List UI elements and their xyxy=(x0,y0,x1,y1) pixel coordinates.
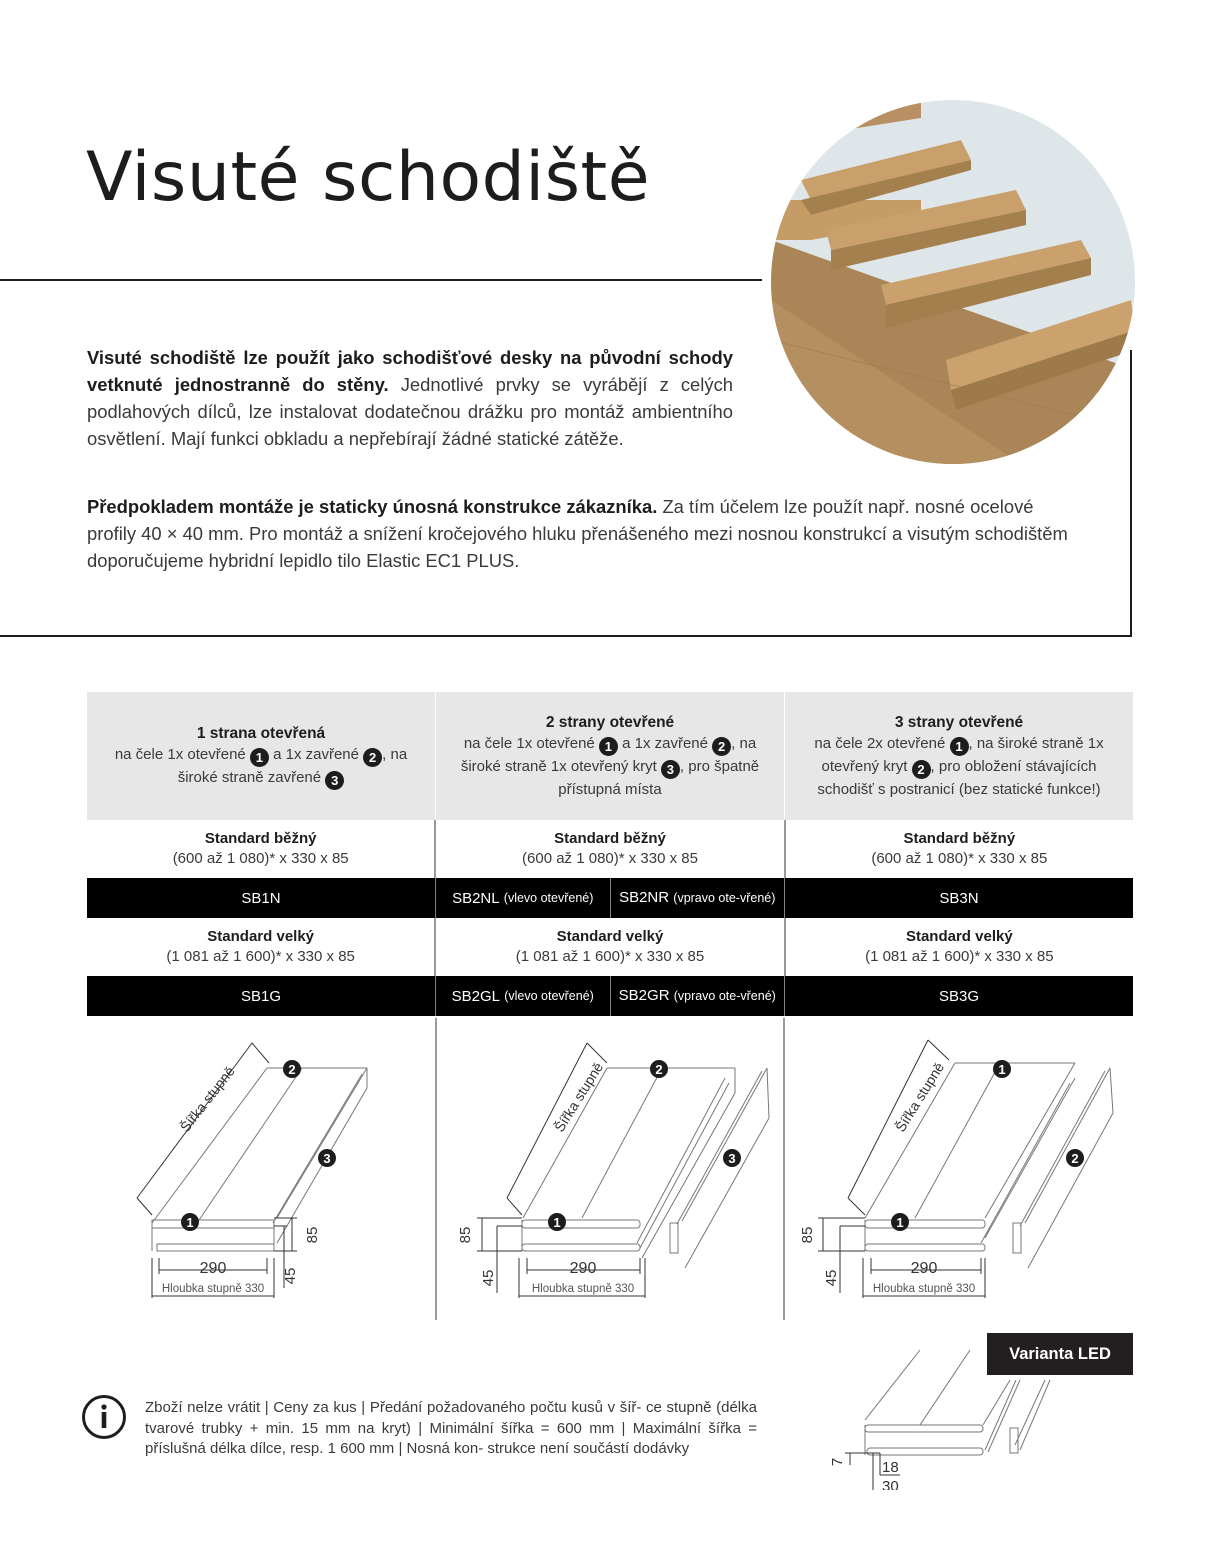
assembly-bold: Předpokladem montáže je staticky únosná konstrukce zákazníka. xyxy=(87,496,658,517)
header-desc xyxy=(105,744,417,790)
code: SB2GR xyxy=(618,987,670,1004)
marker-2-icon xyxy=(1066,1149,1084,1167)
large-cell xyxy=(784,918,1133,976)
size-dims: (1 081 až 1 600)* x 330 x 85 xyxy=(166,948,355,965)
code: SB2GL xyxy=(451,987,501,1005)
marker-3-icon xyxy=(723,1149,741,1167)
code-note: (vlevo otevřené) xyxy=(503,890,594,905)
led-dim-30: 30 xyxy=(882,1478,899,1490)
product-code: SB1G xyxy=(240,987,282,1005)
size-dims: (600 až 1 080)* x 330 x 85 xyxy=(172,850,349,867)
code-note: (vpravo ote-vřené) xyxy=(673,891,776,905)
dim-290: 290 xyxy=(569,1260,597,1277)
marker-1-icon xyxy=(181,1213,199,1231)
size-label: Standard velký xyxy=(556,928,664,945)
product-table xyxy=(87,692,1133,1016)
led-dim-7: 7 xyxy=(829,1457,846,1467)
svg-text:1: 1 xyxy=(896,1215,904,1230)
large-code-row xyxy=(87,976,1133,1016)
table-header-row xyxy=(87,692,1133,820)
marker-1-icon xyxy=(993,1060,1011,1078)
marker-1-icon xyxy=(548,1213,566,1231)
header-cell-1-side xyxy=(87,692,435,820)
dim-85: 85 xyxy=(457,1226,474,1244)
width-label: Šířka stupně xyxy=(176,1063,238,1135)
dim-85: 85 xyxy=(304,1226,321,1244)
header-cell-2-sides xyxy=(435,692,784,820)
marker-2-icon xyxy=(650,1060,668,1078)
dim-45: 45 xyxy=(480,1269,497,1287)
diagram-1-side xyxy=(87,1018,435,1320)
width-label: Šířka stupně xyxy=(891,1059,948,1135)
size-label: Standard velký xyxy=(905,928,1013,945)
marker-1-icon xyxy=(891,1213,909,1231)
standard-cell xyxy=(434,820,783,878)
product-code: SB1N xyxy=(241,889,281,907)
code-note: (vlevo otevřené) xyxy=(504,988,594,1003)
size-dims: (600 až 1 080)* x 330 x 85 xyxy=(522,850,698,867)
led-variant-diagram xyxy=(820,1340,1070,1490)
standard-cell xyxy=(87,820,434,878)
frame-bottom-border xyxy=(0,635,1132,637)
size-dims: (1 081 až 1 600)* x 330 x 85 xyxy=(515,948,705,965)
svg-text:2: 2 xyxy=(655,1062,663,1077)
product-code-right xyxy=(610,878,785,918)
depth-label: Hloubka stupně 330 xyxy=(531,1283,635,1295)
product-code-left xyxy=(436,878,610,918)
marker-3-icon: 3 xyxy=(661,760,680,779)
desc-text: a 1x zavřené xyxy=(268,745,364,763)
info-note: Zboží nelze vrátit | Ceny za kus | Předání požadovaného počtu kusů v šíř- ce stupně (délka tvarové trubky + min. 15 mm na kryt) | Minimální šířka = 600 mm | Maximální šířka = příslušná délka dílce, resp. 1 600 mm | Nosná kon- strukce není součástí dodávky xyxy=(145,1399,757,1457)
size-label: Standard velký xyxy=(207,928,315,945)
product-code-left xyxy=(436,976,610,1016)
svg-text:1: 1 xyxy=(553,1215,561,1230)
depth-label: Hloubka stupně 330 xyxy=(161,1283,265,1295)
led-dim-18: 18 xyxy=(882,1459,899,1476)
desc-text: , pro špatně přístupná místa xyxy=(558,758,760,798)
diagram-area xyxy=(87,1018,1133,1320)
desc-text: na čele 2x otevřené xyxy=(814,735,950,752)
product-code-right xyxy=(610,976,785,1016)
standard-code-row xyxy=(87,878,1133,918)
marker-3-icon xyxy=(318,1149,336,1167)
intro-text: Jednotlivé prvky se vyrábějí z celých podlahových dílců, lze instalovat dodatečnou drážku pro montáž ambientního osvětlení. Mají funkci obkladu a nepřebírají žádné statické zátěže. xyxy=(87,374,733,449)
size-dims: (1 081 až 1 600)* x 330 x 85 xyxy=(865,948,1054,965)
desc-text: , na široké straně zavřené xyxy=(177,745,408,786)
header-desc xyxy=(803,733,1115,800)
desc-text: , pro obložení stávajících schodišť s postranicí (bez statické funkce!) xyxy=(817,758,1101,798)
dim-45: 45 xyxy=(823,1269,840,1287)
size-label: Standard běžný xyxy=(903,830,1016,847)
page-title: Visuté schodiště xyxy=(86,138,651,217)
title-divider xyxy=(0,279,762,281)
intro-bold: Visuté schodiště lze použít jako schodišťové desky na původní schody vetknuté jednostranně do stěny. xyxy=(87,347,733,395)
desc-text: , na široké straně 1x otevřený kryt xyxy=(460,735,757,775)
product-code: SB3G xyxy=(784,976,1133,1016)
stairs-photo xyxy=(771,100,1135,464)
code: SB2NR xyxy=(619,889,670,906)
header-title: 1 strana otevřená xyxy=(196,724,326,742)
desc-text: , na široké straně 1x otevřený kryt xyxy=(821,735,1104,775)
header-title: 3 strany otevřené xyxy=(894,714,1024,731)
desc-text: na čele 1x otevřené xyxy=(463,735,599,752)
dim-85: 85 xyxy=(799,1226,816,1244)
width-label: Šířka stupně xyxy=(550,1059,607,1135)
product-code: SB3N xyxy=(784,878,1133,918)
desc-text: a 1x zavřené xyxy=(617,735,713,752)
marker-2-icon xyxy=(283,1060,301,1078)
marker-1-icon: 1 xyxy=(250,748,269,767)
code-note: (vpravo ote-vřené) xyxy=(673,989,776,1003)
marker-1-icon: 1 xyxy=(599,737,618,756)
header-title: 2 strany otevřené xyxy=(545,714,675,731)
marker-2-icon: 2 xyxy=(712,737,731,756)
large-cell xyxy=(434,918,783,976)
product-code-split xyxy=(435,976,784,1016)
standard-cell xyxy=(784,820,1133,878)
marker-3-icon: 3 xyxy=(325,771,344,790)
frame-right-border xyxy=(1130,350,1132,637)
svg-text:3: 3 xyxy=(728,1151,736,1166)
svg-text:3: 3 xyxy=(323,1151,331,1166)
dim-290: 290 xyxy=(910,1260,938,1277)
marker-2-icon: 2 xyxy=(363,748,382,767)
svg-text:2: 2 xyxy=(1071,1151,1079,1166)
diagram-3-sides xyxy=(785,1018,1133,1320)
dim-45: 45 xyxy=(282,1267,299,1285)
large-cell xyxy=(87,918,434,976)
depth-label: Hloubka stupně 330 xyxy=(872,1283,976,1295)
marker-2-icon: 2 xyxy=(912,760,931,779)
diagram-2-sides xyxy=(437,1018,783,1320)
svg-text:2: 2 xyxy=(288,1062,296,1077)
code: SB2NL xyxy=(452,889,500,907)
assembly-text: Za tím účelem lze použít např. nosné ocelové profily 40 × 40 mm. Pro montáž a snížení kročejového hluku přenášeného mezi nosnou konstrukcí a visutým schodištěm doporučujeme hybridní lepidlo tilo Elastic EC1 PLUS. xyxy=(87,496,1068,571)
size-label: Standard běžný xyxy=(554,830,666,847)
standard-size-row xyxy=(87,820,1133,878)
header-cell-3-sides xyxy=(784,692,1133,820)
svg-text:1: 1 xyxy=(998,1062,1006,1077)
dim-290: 290 xyxy=(199,1260,227,1277)
product-code-split xyxy=(435,878,784,918)
marker-1-icon: 1 xyxy=(950,737,969,756)
size-label: Standard běžný xyxy=(204,830,317,847)
size-dims: (600 až 1 080)* x 330 x 85 xyxy=(871,850,1048,867)
intro-paragraph xyxy=(87,344,733,452)
info-icon xyxy=(81,1394,127,1440)
led-variant-badge: Varianta LED xyxy=(987,1333,1133,1375)
desc-text: na čele 1x otevřené xyxy=(114,745,250,763)
svg-text:1: 1 xyxy=(186,1215,194,1230)
header-desc xyxy=(454,733,766,800)
assembly-paragraph xyxy=(87,493,1077,574)
large-size-row xyxy=(87,918,1133,976)
